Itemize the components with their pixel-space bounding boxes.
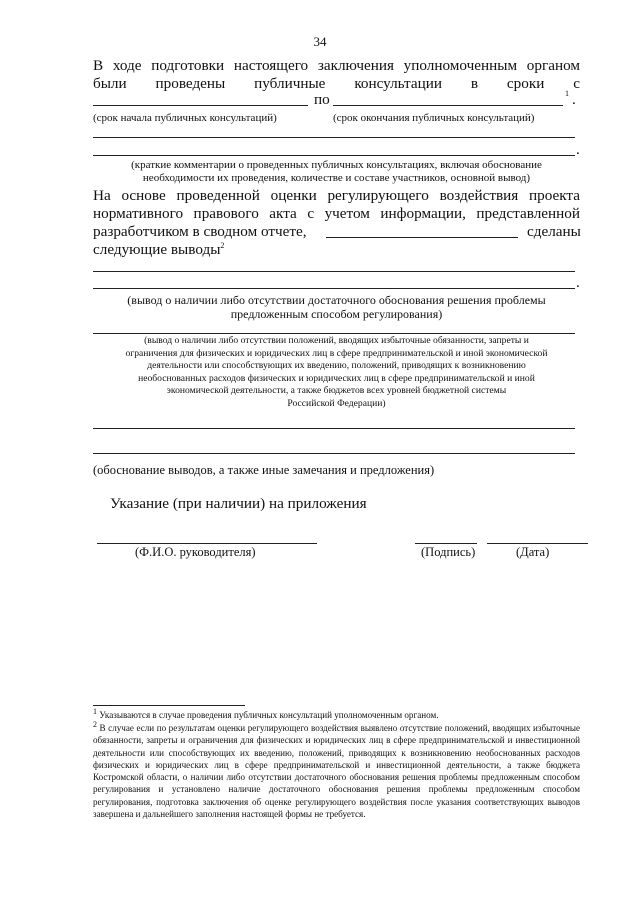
consultation-text-line-1: В ходе подготовки настоящего заключения уполномоченным органом [93, 57, 580, 74]
footnote-1-text: Указываются в случае проведения публичных консультаций уполномоченным органом. [99, 710, 439, 720]
provisions-caption-line: (вывод о наличии либо отсутствии положений, вводящих избыточные обязанности, запреты и [144, 335, 529, 346]
attachments-label: Указание (при наличии) на приложения [110, 495, 367, 512]
justification-field-line-2[interactable] [93, 453, 575, 454]
comments-caption-line-1: (краткие комментарии о проведенных публичных консультациях, включая обоснование [131, 159, 542, 171]
conclusion-caption-line-1: (вывод о наличии либо отсутствии достаточного обоснования решения проблемы [127, 293, 546, 307]
justification-field-line-1[interactable] [93, 428, 575, 429]
signature-field[interactable] [415, 543, 477, 544]
comments-caption-line-2: необходимости их проведения, количестве и составе участников, основной вывод) [142, 172, 531, 184]
word-conducted: проведены [155, 75, 226, 92]
assessment-text-line-4: следующие выводы$^2$ [93, 240, 225, 258]
assessment-text-line-1: На основе проведенной оценки регулирующего воздействия проекта [93, 187, 580, 204]
comments-field-line-1[interactable] [93, 137, 575, 138]
word-were: были [93, 75, 127, 92]
footnote-1 [93, 706, 580, 721]
word-public: публичные [254, 75, 326, 92]
consultation-end-field[interactable] [333, 105, 563, 106]
summary-report-field[interactable] [326, 237, 518, 238]
consultation-start-field[interactable] [93, 105, 308, 106]
assessment-text-line-2: нормативного правового акта с учетом информации, представленной [93, 205, 580, 222]
signature-caption: (Подпись) [421, 545, 476, 559]
manager-name-field[interactable] [97, 543, 317, 544]
period-mark: . [572, 91, 576, 108]
conclusion-field-line-2[interactable] [93, 288, 575, 289]
date-caption: (Дата) [516, 545, 550, 559]
period-mark: . [576, 274, 580, 291]
word-in: в [470, 75, 479, 92]
provisions-caption [93, 335, 580, 411]
assessment-text-line-3a: разработчиком в сводном отчете, [93, 223, 307, 240]
date-field[interactable] [487, 543, 588, 544]
word-from: с [573, 75, 580, 92]
start-date-caption: (срок начала публичных консультаций) [93, 112, 277, 124]
assessment-text-line-3b: сделаны [527, 223, 581, 240]
provisions-caption-line: Российской Федерации) [287, 397, 386, 409]
footnote-ref-1: 1 [565, 88, 569, 98]
conclusion-field-line-1[interactable] [93, 271, 575, 272]
comments-field-line-2[interactable] [93, 155, 575, 156]
end-date-caption: (срок окончания публичных консультаций) [333, 112, 535, 124]
provisions-caption-line: экономической деятельности, а также бюджетов всех уровней бюджетной системы [166, 385, 507, 397]
provisions-caption-line: необоснованных расходов физических и юридических лиц в сфере предпринимательской и иной [138, 372, 535, 384]
provisions-caption-line: ограничения для физических и юридических лиц в сфере предпринимательской и иной экономической [125, 347, 548, 359]
word-consultations: консультации [354, 75, 442, 92]
footnote-2 [93, 719, 580, 820]
footnote-2-text: В случае если по результатам оценки регулирующего воздействия выявлено отсутствие положений, вводящих избыточные обязанности, запреты и ограничения для физических и юридических лиц в сфере предпринимательской и инвестиционной деятельности или способствующих их введению, положений, приводящих к возникновению необоснованных расходов физических и юридических лиц в сфере предпринимательской и инвестиционной деятельности, а также бюджета Костромской области, о наличии либо отсутствии достаточного обоснования решения проблемы предложенным способом регулирования и установлено наличие достаточного обоснования решения проблемы предложенным способом регулирования, подготовка заключения об оценке регулирующего воздействия после указания соответствующих выводов завершена и дальнейшего заполнения настоящей формы не требуется. [93, 723, 580, 820]
footnote-ref-2: 2 [220, 240, 225, 250]
period-mark: . [576, 141, 580, 158]
consultation-text-line-2 [93, 75, 580, 93]
provisions-caption-line: деятельности или способствующих их введению, положений, приводящих к возникновению [147, 360, 526, 372]
footnote-2-number: 2 [93, 719, 97, 729]
word-terms: сроки [506, 75, 545, 92]
provisions-field[interactable] [93, 333, 575, 334]
footnote-1-number: 1 [93, 706, 97, 716]
conclusion-caption-line-2: предложенным способом регулирования) [230, 307, 443, 321]
footnote-separator [93, 705, 245, 706]
page-number: 34 [313, 34, 327, 49]
word-to: по [314, 91, 330, 108]
justification-caption: (обоснование выводов, а также иные замечания и предложения) [93, 463, 435, 477]
manager-name-caption: (Ф.И.О. руководителя) [135, 545, 256, 559]
